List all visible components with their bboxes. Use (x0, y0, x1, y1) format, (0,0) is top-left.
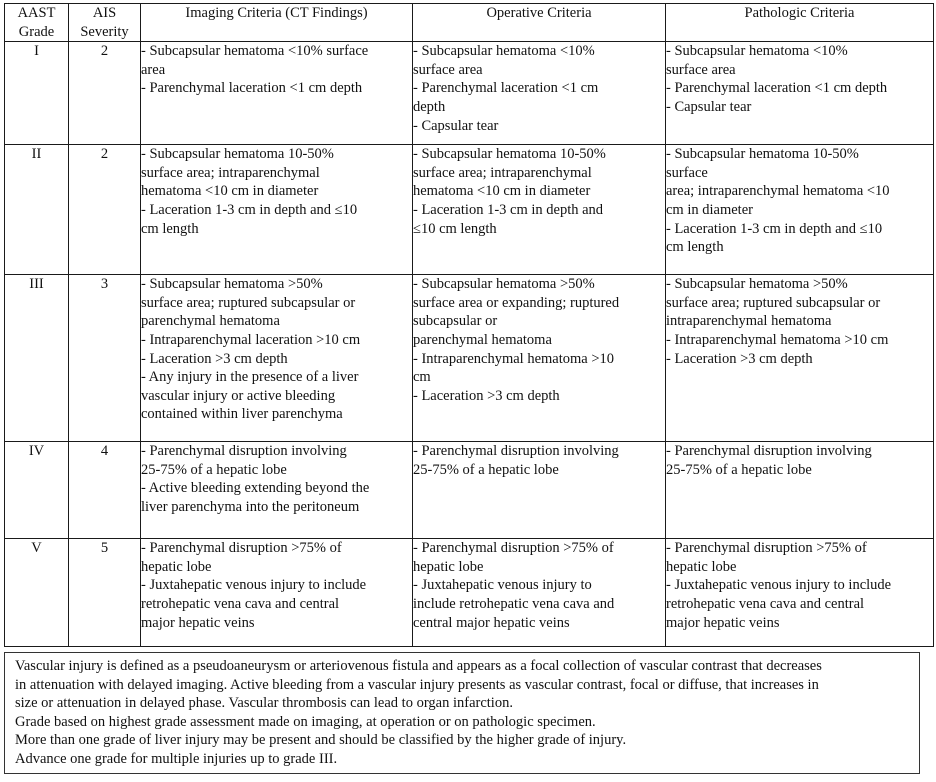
imaging-cell: - Subcapsular hematoma 10-50% surface area; intraparenchymal hematoma <10 cm in diameter - Laceration 1-3 cm in depth and ≤10 cm length (141, 145, 413, 275)
footnote-line: More than one grade of liver injury may be present and should be classified by the higher grade of injury. (15, 732, 627, 749)
pathologic-cell: - Parenchymal disruption >75% of hepatic lobe - Juxtahepatic venous injury to include retrohepatic vena cava and central major hepatic veins (666, 539, 934, 647)
operative-cell: - Subcapsular hematoma 10-50% surface area; intraparenchymal hematoma <10 cm in diameter - Laceration 1-3 cm in depth and ≤10 cm length (413, 145, 666, 275)
pathologic-cell: - Subcapsular hematoma <10% surface area - Parenchymal laceration <1 cm depth - Capsular tear (666, 42, 934, 145)
ais-cell: 5 (69, 539, 141, 647)
table-row (5, 539, 934, 647)
imaging-cell: - Parenchymal disruption >75% of hepatic lobe - Juxtahepatic venous injury to include retrohepatic vena cava and central major hepatic veins (141, 539, 413, 647)
table-row (5, 442, 934, 539)
table-row (5, 145, 934, 275)
header-aast-grade: AAST Grade (5, 4, 69, 42)
footnote-line: size or attenuation in delayed phase. Vascular thrombosis can lead to organ infarction. (15, 695, 513, 712)
grade-cell: III (5, 275, 69, 442)
ais-cell: 4 (69, 442, 141, 539)
operative-cell: - Parenchymal disruption >75% of hepatic lobe - Juxtahepatic venous injury to include retrohepatic vena cava and central major hepatic veins (413, 539, 666, 647)
pathologic-cell: - Parenchymal disruption involving 25-75% of a hepatic lobe (666, 442, 934, 539)
operative-cell: - Parenchymal disruption involving 25-75% of a hepatic lobe (413, 442, 666, 539)
header-operative-criteria: Operative Criteria (413, 4, 666, 42)
operative-cell: - Subcapsular hematoma >50% surface area or expanding; ruptured subcapsular or parenchymal hematoma - Intraparenchymal hematoma >10 cm - Laceration >3 cm depth (413, 275, 666, 442)
footnotes-box (4, 652, 920, 774)
table-row (5, 42, 934, 145)
operative-cell: - Subcapsular hematoma <10% surface area - Parenchymal laceration <1 cm depth - Capsular tear (413, 42, 666, 145)
footnote-line: in attenuation with delayed imaging. Active bleeding from a vascular injury presents as vascular contrast, focal or diffuse, that increases in (15, 676, 819, 693)
grade-cell: II (5, 145, 69, 275)
pathologic-cell: - Subcapsular hematoma 10-50% surface area; intraparenchymal hematoma <10 cm in diameter - Laceration 1-3 cm in depth and ≤10 cm length (666, 145, 934, 275)
ais-cell: 2 (69, 145, 141, 275)
footnote-line: Vascular injury is defined as a pseudoaneurysm or arteriovenous fistula and appears as a focal collection of vascular contrast that decreases (15, 658, 822, 674)
header-pathologic-criteria: Pathologic Criteria (666, 4, 934, 42)
imaging-cell: - Parenchymal disruption involving 25-75% of a hepatic lobe - Active bleeding extending beyond the liver parenchyma into the peritoneum (141, 442, 413, 539)
liver-injury-grading-table (4, 3, 934, 647)
footnote-line: Grade based on highest grade assessment made on imaging, at operation or on pathologic specimen. (15, 713, 596, 730)
imaging-cell: - Subcapsular hematoma <10% surface area - Parenchymal laceration <1 cm depth (141, 42, 413, 145)
grade-cell: IV (5, 442, 69, 539)
grade-cell: V (5, 539, 69, 647)
header-imaging-criteria: Imaging Criteria (CT Findings) (141, 4, 413, 42)
grade-cell: I (5, 42, 69, 145)
ais-cell: 2 (69, 42, 141, 145)
footnote-line: Advance one grade for multiple injuries up to grade III. (15, 750, 338, 767)
pathologic-cell: - Subcapsular hematoma >50% surface area; ruptured subcapsular or intraparenchymal hematoma - Intraparenchymal hematoma >10 cm - Laceration >3 cm depth (666, 275, 934, 442)
ais-cell: 3 (69, 275, 141, 442)
table-row (5, 275, 934, 442)
imaging-cell: - Subcapsular hematoma >50% surface area; ruptured subcapsular or parenchymal hematoma - Intraparenchymal laceration >10 cm - Laceration >3 cm depth - Any injury in the presence of a liver vascular injury or active bleeding contained within liver parenchyma (141, 275, 413, 442)
header-ais-severity: AIS Severity (69, 4, 141, 42)
header-row (5, 4, 934, 42)
